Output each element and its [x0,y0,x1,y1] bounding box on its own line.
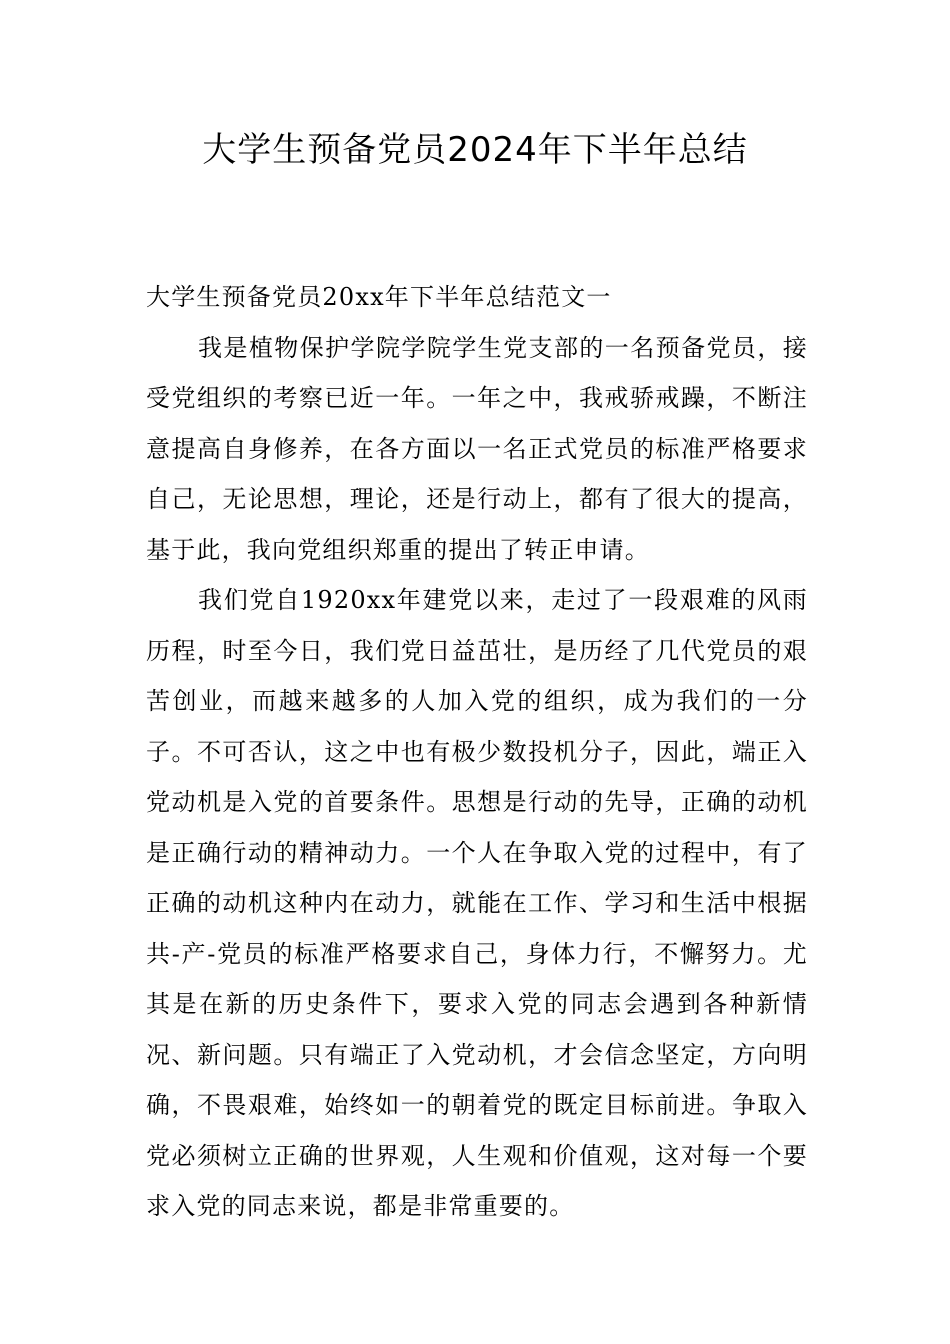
document-title: 大学生预备党员2024年下半年总结 [202,130,748,170]
document-subtitle: 大学生预备党员20xx年下半年总结范文一 [146,283,612,311]
paragraph-1: 我是植物保护学院学院学生党支部的一名预备党员，接受党组织的考察已近一年。一年之中，我戒骄戒躁，不断注意提高自身修养，在各方面以一名正式党员的标准严格要求自己，无论思想，理论，还是行动上，都有了很大的提高，基于此，我向党组织郑重的提出了转正申请。 [146,333,808,564]
document-body [146,272,808,1232]
paragraph-2: 我们党自1920xx年建党以来，走过了一段艰难的风雨历程，时至今日，我们党日益茁壮，是历经了几代党员的艰苦创业，而越来越多的人加入党的组织，成为我们的一分子。不可否认，这之中也有极少数投机分子，因此，端正入党动机是入党的首要条件。思想是行动的先导，正确的动机是正确行动的精神动力。一个人在争取入党的过程中，有了正确的动机这种内在动力，就能在工作、学习和生活中根据共-产-党员的标准严格要求自己，身体力行，不懈努力。尤其是在新的历史条件下，要求入党的同志会遇到各种新情况、新问题。只有端正了入党动机，才会信念坚定，方向明确，不畏艰难，始终如一的朝着党的既定目标前进。争取入党必须树立正确的世界观，人生观和价值观，这对每一个要求入党的同志来说，都是非常重要的。 [146,586,808,1220]
